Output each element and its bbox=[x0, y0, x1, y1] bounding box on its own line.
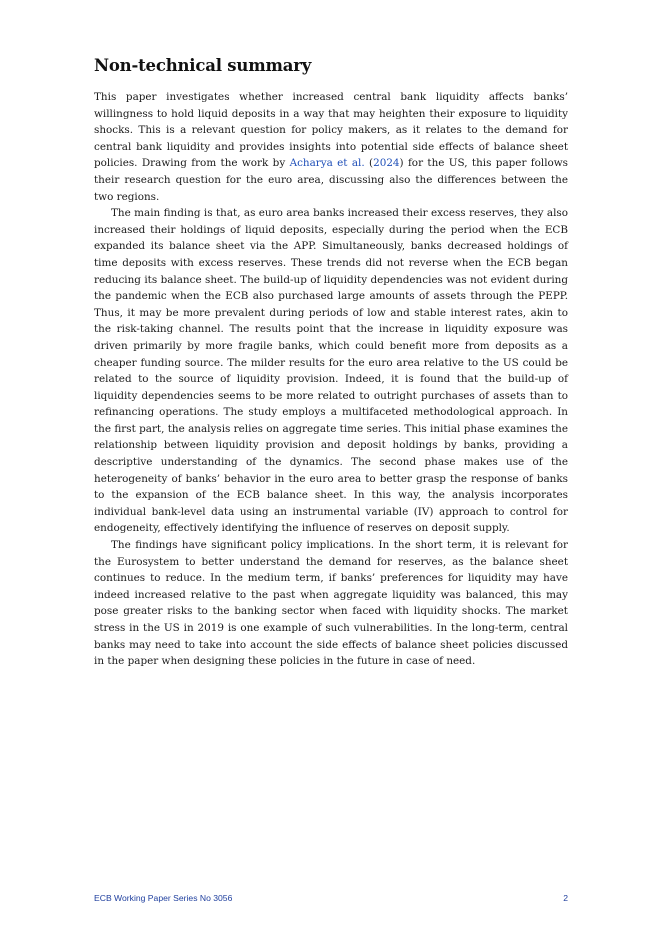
footer-page-number: 2 bbox=[563, 893, 568, 903]
paragraph-1-text-a: This paper investigates whether increased central bank liquidity affects banks’ willingness to hold liquid deposits in a way that may heighten their exposure to liquidity shocks. This is a relevant question for policy makers, as it relates to the demand for central bank liquidity and provides insights into potential side effects of balance sheet policies. Drawing from the work by bbox=[94, 91, 568, 170]
paragraph-1-text-b: for the US, this paper follows their research question for the euro area, discussing also the differences between the two regions. bbox=[94, 157, 569, 203]
page-content bbox=[94, 56, 568, 670]
citation-author-link[interactable]: Acharya et al. bbox=[289, 157, 365, 170]
paragraph-1: This paper investigates whether increased central bank liquidity affects banks’ willingness to hold liquid deposits in a way that may heighten their exposure to liquidity shocks. This is a relevant question for policy makers, as it relates to the demand for central bank liquidity and provides insights into potential side effects of balance sheet policies. Drawing from the work by Acharya et al. (2024) for the US, this paper follows their research question for the euro area, discussing also the differences between the two regions. bbox=[94, 91, 569, 203]
citation-year-link[interactable]: 2024 bbox=[373, 157, 400, 170]
paragraph-3: The findings have significant policy implications. In the short term, it is relevant for the Eurosystem to better understand the demand for reserves, as the balance sheet continues to reduce. In the medium term, if banks’ preferences for liquidity may have indeed increased relative to the past when aggregate liquidity was balanced, this may pose greater risks to the banking sector when faced with liquidity shocks. The market stress in the US in 2019 is one example of such vulnerabilities. In the long-term, central banks may need to take into account the side effects of balance sheet policies discussed in the paper when designing these policies in the future in case of need. bbox=[94, 539, 568, 668]
footer-series-label: ECB Working Paper Series No 3056 bbox=[94, 893, 233, 903]
paragraph-2: The main finding is that, as euro area banks increased their excess reserves, they also increased their holdings of liquid deposits, especially during the period when the ECB expanded its balance sheet via the APP. Simultaneously, banks decreased holdings of time deposits with excess reserves. These trends did not reverse when the ECB began reducing its balance sheet. The build-up of liquidity dependencies was not evident during the pandemic when the ECB also purchased large amounts of assets through the PEPP. Thus, it may be more prevalent during periods of low and stable interest rates, akin to the risk-taking channel. The results point that the increase in liquidity exposure was driven primarily by more fragile banks, which could benefit more from deposits as a cheaper funding source. The milder results for the euro area relative to the US could be related to the source of liquidity provision. Indeed, it is found that the build-up of liquidity dependencies seems to be more related to outright purchases of assets than to refinancing operations. The study employs a multifaceted methodological approach. In the first part, the analysis relies on aggregate time series. This initial phase examines the relationship between liquidity provision and deposit holdings by banks, providing a descriptive understanding of the dynamics. The second phase makes use of the heterogeneity of banks’ behavior in the euro area to better grasp the response of banks to the expansion of the ECB balance sheet. In this way, the analysis incorporates individual bank-level data using an instrumental variable (IV) approach to control for endogeneity, effectively identifying the influence of reserves on deposit supply. bbox=[94, 207, 568, 535]
section-title: Non-technical summary bbox=[94, 56, 312, 75]
